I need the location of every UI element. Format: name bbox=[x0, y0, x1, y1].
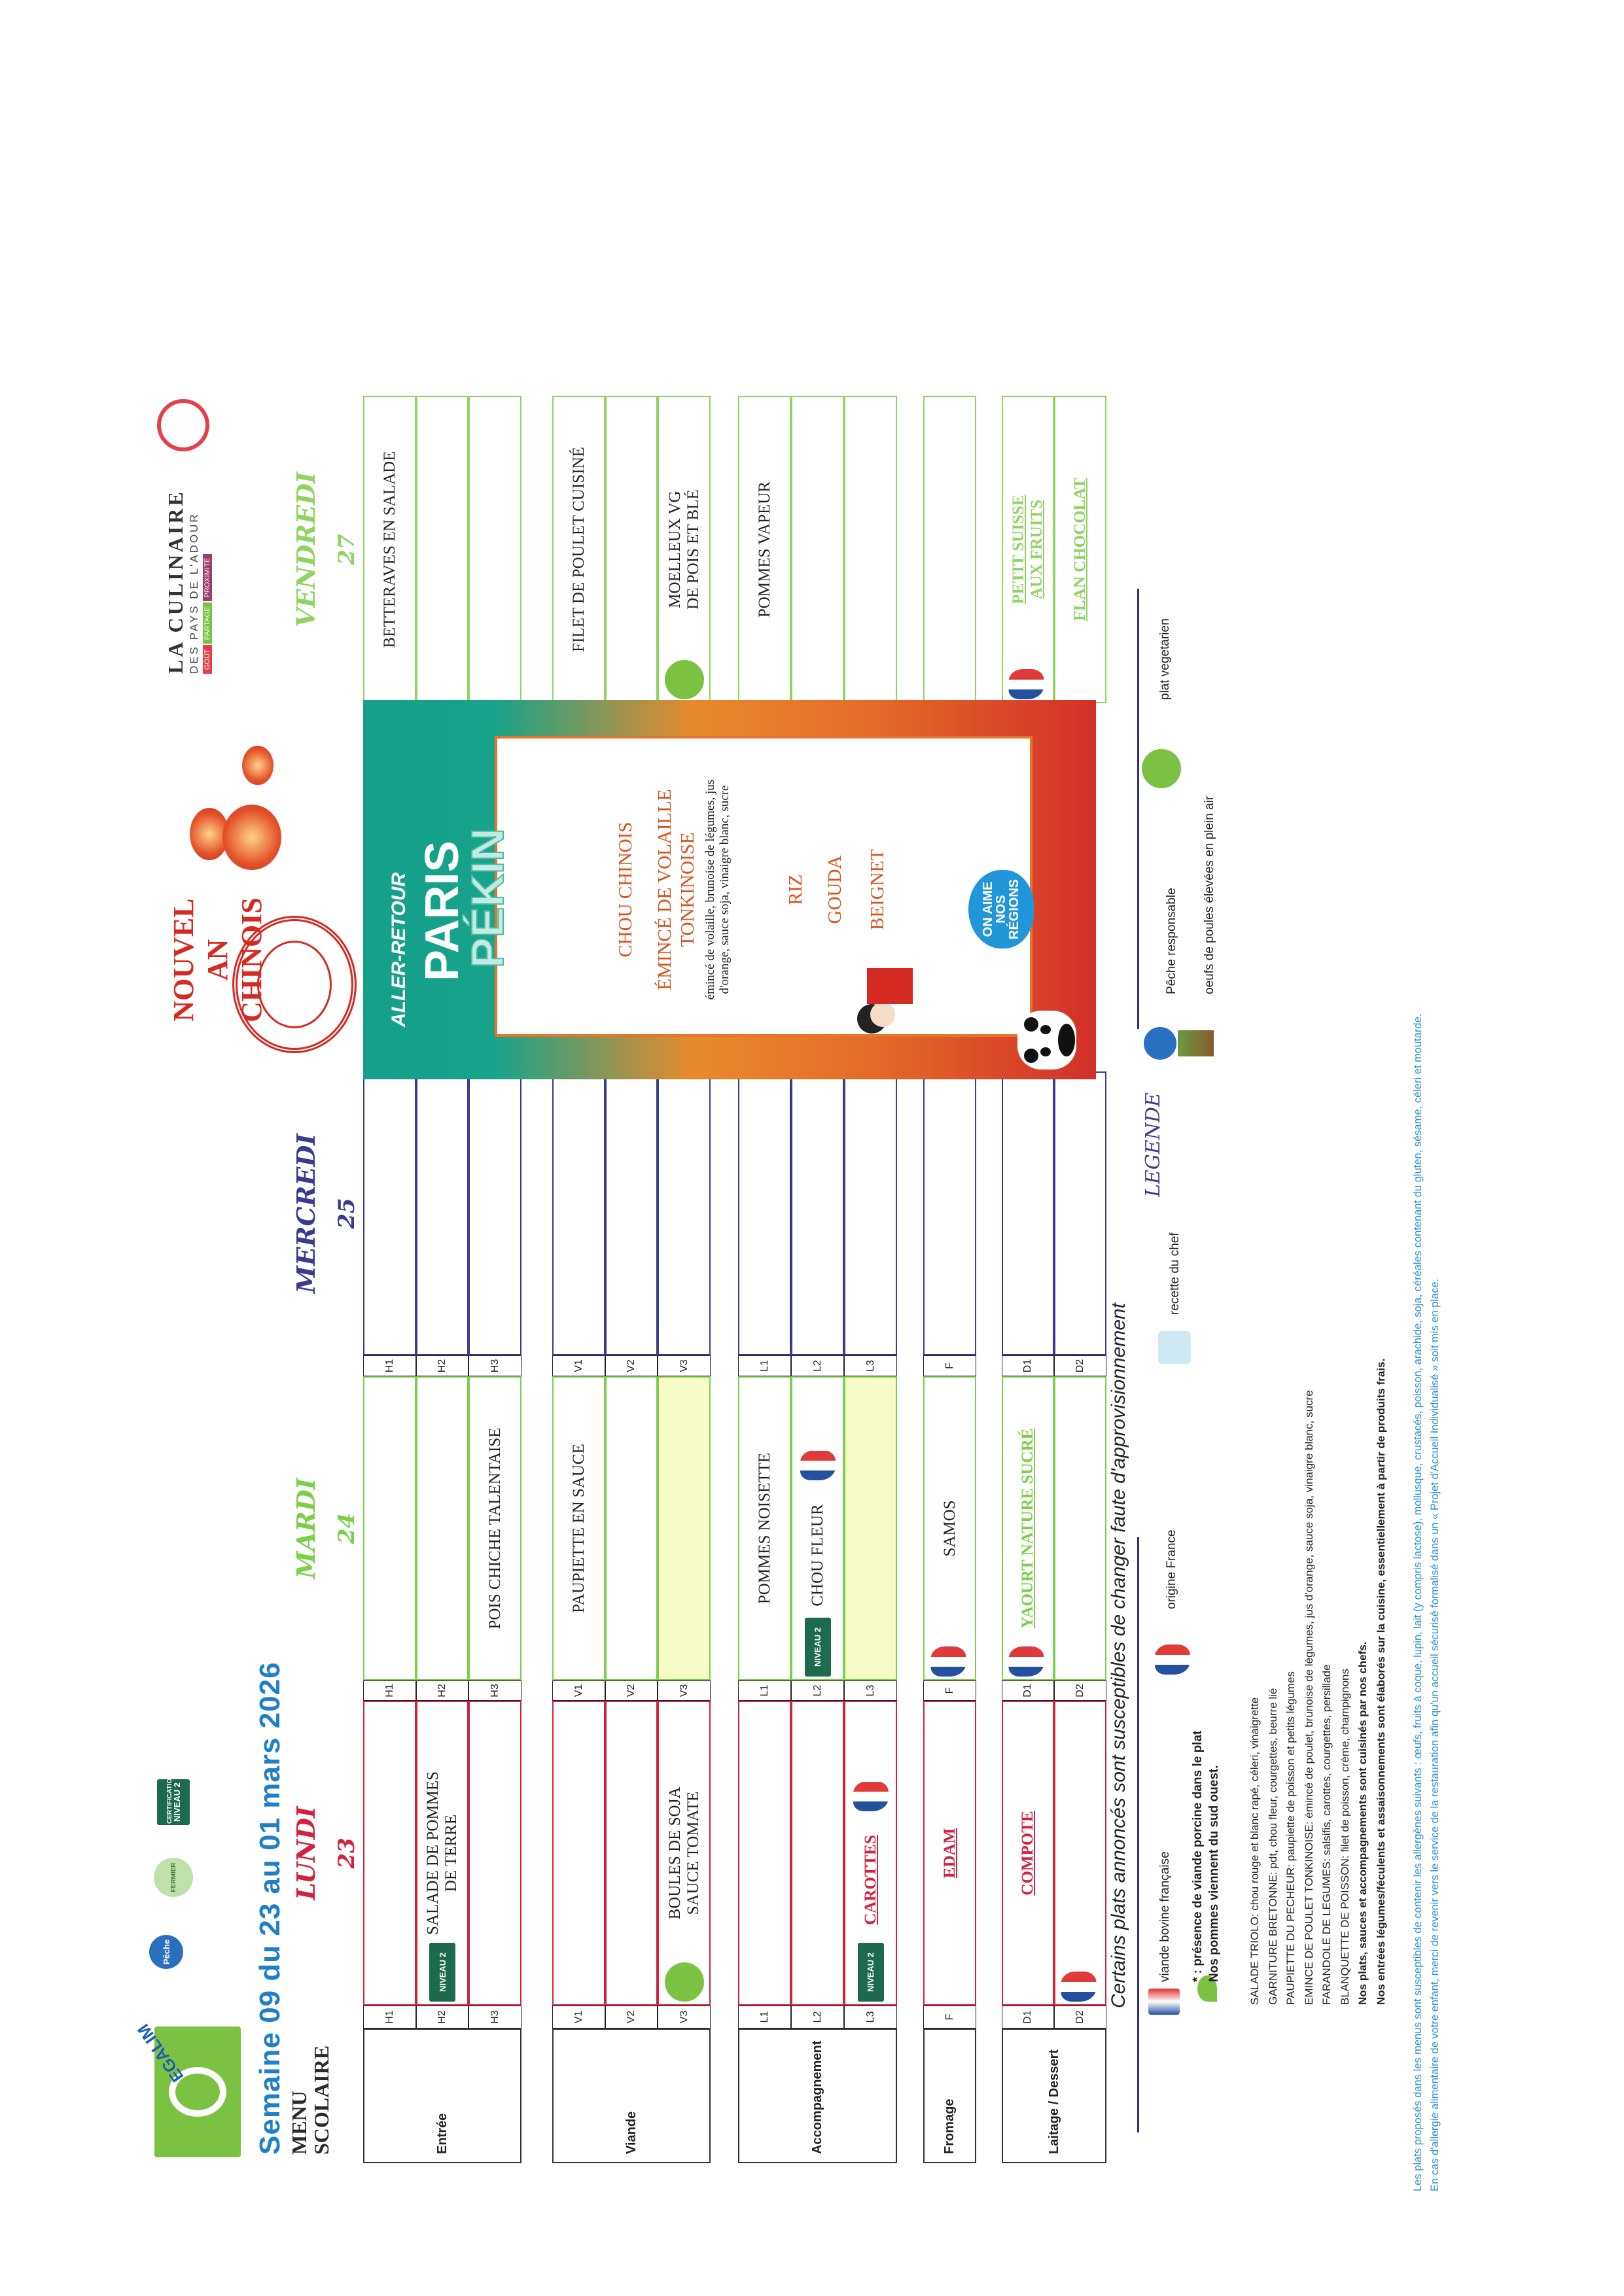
menu-cell-lundi-d2 bbox=[1054, 1701, 1106, 2006]
menu-cell-mercredi-h1 bbox=[363, 1071, 416, 1355]
recipe-note: PAUPIETTE DU PECHEUR: paupiette de poisson et petits légumes bbox=[1284, 1671, 1297, 2005]
row-code: D2 bbox=[1054, 2006, 1106, 2028]
menu-cell-mercredi-h2 bbox=[416, 1071, 468, 1355]
menu-line: MENU bbox=[287, 2091, 311, 2155]
panda-illustration bbox=[1017, 1011, 1076, 1070]
row-code: L1 bbox=[738, 1355, 791, 1376]
row-label-text: Viande bbox=[624, 2111, 639, 2154]
dish-name: CHOU FLEUR bbox=[808, 1504, 826, 1607]
row-code: V2 bbox=[605, 1680, 658, 1701]
menu-cell-mercredi-l3 bbox=[844, 1071, 897, 1355]
dish-name: COMPOTE bbox=[1019, 1811, 1036, 1896]
legend-title: LEGENDE bbox=[1142, 1092, 1165, 1197]
menu-cell-lundi-v3 bbox=[658, 1701, 711, 2006]
row-code: L2 bbox=[791, 1680, 844, 1701]
poster-main-line1: ÉMINCÉ DE VOLAILLE bbox=[654, 789, 675, 990]
dish-name: FILET DE POULET CUISINÉ bbox=[569, 447, 588, 652]
row-label-laitage-dessert bbox=[1002, 2028, 1106, 2163]
menu-cell-lundi-l3 bbox=[844, 1701, 897, 2006]
legend-pommes: Nos pommes viennent du sud ouest. bbox=[1207, 1765, 1221, 1982]
recette-du-chef-icon bbox=[1158, 1331, 1191, 1364]
dish-name: PAUPIETTE EN SAUCE bbox=[569, 1444, 588, 1613]
menu-cell-mercredi-f bbox=[923, 1071, 976, 1355]
row-code: V3 bbox=[658, 1680, 711, 1701]
row-code: V3 bbox=[658, 2006, 711, 2028]
recipe-note: Nos entrées légumes/féculents et assaisonnements sont élaborés sur la cuisine, essentiellement à partir de produits frais. bbox=[1374, 1358, 1387, 2005]
vegetarian-icon bbox=[665, 1962, 704, 2002]
legend-recette-chef: recette du chef bbox=[1168, 1232, 1182, 1315]
menu-cell-mercredi-d1 bbox=[1002, 1071, 1054, 1355]
menu-cell-mercredi-l1 bbox=[738, 1071, 791, 1355]
france-flag-icon bbox=[930, 1646, 966, 1677]
day-name-mardi: MARDI bbox=[291, 1478, 321, 1579]
recipe-note: SALADE TRIOLO: chou rouge et blanc rapé, céleri, vinaigrette bbox=[1248, 1697, 1261, 2005]
vegetarian-icon bbox=[665, 660, 704, 699]
dish-name: SALADE DE POMMES DE TERRE bbox=[424, 1771, 460, 1936]
recipe-note: BLANQUETTE DE POISSON: filet de poisson, crème, champignons bbox=[1338, 1669, 1351, 2005]
row-code: V1 bbox=[552, 2006, 605, 2028]
row-code: V2 bbox=[605, 2006, 658, 2028]
row-code: H1 bbox=[363, 1680, 416, 1701]
footer-line: En cas d'allergie alimentaire de votre enfant, merci de revenir vers le service de la restauration afin qu'un accueil sécurisé formalisé dans un « Projet d'Accueil Individualisé » soit mis en place. bbox=[1429, 1278, 1441, 2191]
vegetarien-icon bbox=[1142, 749, 1181, 788]
day-date: 27 bbox=[334, 534, 360, 565]
menu-cell-mercredi-h3 bbox=[468, 1071, 521, 1355]
legend-porc: * : présence de viande porcine dans le plat bbox=[1191, 1730, 1205, 1982]
poster-main-line2: TONKINOISE bbox=[677, 832, 698, 947]
footer-line: Les plats proposés dans les menus sont susceptibles de contenir les allergènes suivants : œufs, fruits à coque, lupin, lait (y compris lactose), mollusque, crustacés, poisson, arachide, soja, céréales contenant du gluten, sésame, céleri et moutarde. bbox=[1412, 1013, 1424, 2191]
niveau-2-badge-icon: NIVEAU 2 bbox=[805, 1618, 831, 1677]
row-code: D2 bbox=[1054, 1680, 1106, 1701]
dish-name: POIS CHICHE TALENTAISE bbox=[485, 1427, 504, 1629]
row-code: D1 bbox=[1002, 1680, 1054, 1701]
row-code: L2 bbox=[791, 2006, 844, 2028]
menu-cell-mercredi-d2 bbox=[1054, 1071, 1106, 1355]
dish-name: EDAM bbox=[940, 1828, 959, 1879]
day-date: 23 bbox=[334, 1837, 360, 1869]
icon-wrap bbox=[1009, 1646, 1048, 1677]
dish-name: BETTERAVES EN SALADE bbox=[380, 451, 398, 648]
row-code: L1 bbox=[738, 2006, 791, 2028]
recipe-note: GARNITURE BRETONNE: pdt, chou fleur, courgettes, beurre lié bbox=[1266, 1688, 1279, 2005]
day-name-lundi: LUNDI bbox=[291, 1806, 321, 1900]
row-code: D2 bbox=[1054, 1355, 1106, 1376]
menu-cell-lundi-d1 bbox=[1002, 1701, 1054, 2006]
row-code: L3 bbox=[844, 1355, 897, 1376]
menu-cell-vendredi-d2 bbox=[1054, 396, 1106, 703]
icon-wrap bbox=[665, 1962, 704, 2002]
poster-title-paris: PARIS bbox=[416, 841, 468, 981]
menu-cell-vendredi-h3 bbox=[468, 396, 521, 703]
dish-name: POMMES NOISETTE bbox=[755, 1452, 773, 1605]
icon-wrap bbox=[858, 1943, 884, 2002]
row-code: D1 bbox=[1002, 1355, 1054, 1376]
poster-cheese: GOUDA bbox=[824, 855, 845, 924]
fermier-logo bbox=[154, 1858, 193, 1897]
supply-notice: Certains plats annoncés sont susceptibles de changer faute d'approvisionnement bbox=[1108, 1302, 1129, 2008]
dish-name: CAROTTES bbox=[861, 1835, 879, 1925]
egalim-logo bbox=[133, 2020, 241, 2157]
horse-medallion-icon bbox=[232, 916, 357, 1053]
row-code: L3 bbox=[844, 1680, 897, 1701]
legend-origine-france: origine France bbox=[1165, 1529, 1178, 1609]
dish-name: POMMES VAPEUR bbox=[755, 481, 773, 618]
france-flag-icon bbox=[1009, 1646, 1044, 1677]
menu-cell-lundi-v1 bbox=[552, 1701, 605, 2006]
france-flag-icon bbox=[800, 1450, 836, 1480]
poster-dessert: BEIGNET bbox=[867, 848, 888, 931]
day-date: 25 bbox=[334, 1198, 360, 1229]
row-code: V3 bbox=[658, 1355, 711, 1376]
menu-cell-mardi-h2 bbox=[416, 1376, 468, 1680]
row-label-accompagnement bbox=[738, 2028, 897, 2163]
row-code: L3 bbox=[844, 2006, 897, 2028]
row-code: V1 bbox=[552, 1680, 605, 1701]
menu-cell-mardi-v2 bbox=[605, 1376, 658, 1680]
menu-cell-lundi-f bbox=[923, 1701, 976, 2006]
poster-title-aller-retour: ALLER-RETOUR bbox=[388, 872, 410, 1027]
menu-cell-mercredi-l2 bbox=[791, 1071, 844, 1355]
row-code: D1 bbox=[1002, 2006, 1054, 2028]
row-label-text: Laitage / Dessert bbox=[1046, 2049, 1061, 2154]
menu-cell-vendredi-v1 bbox=[552, 396, 605, 703]
icon-wrap bbox=[1061, 1972, 1100, 2002]
brand-tags bbox=[201, 438, 213, 674]
icon-wrap bbox=[930, 1646, 969, 1677]
menu-cell-lundi-h3 bbox=[468, 1701, 521, 2006]
niveau-text: NIVEAU 2 bbox=[172, 1783, 182, 1822]
menu-cell-vendredi-h2 bbox=[416, 396, 468, 703]
row-code: L2 bbox=[791, 1355, 844, 1376]
menu-cell-vendredi-f bbox=[923, 396, 976, 703]
menu-cell-lundi-l2 bbox=[791, 1701, 844, 2006]
row-label-fromage bbox=[923, 2028, 976, 2163]
week-title: Semaine 09 du 23 au 01 mars 2026 bbox=[254, 1661, 286, 2155]
certification-text: CERTIFICATION bbox=[166, 1773, 173, 1824]
poster-side: RIZ bbox=[785, 874, 806, 905]
brand-name: LA CULINAIRE bbox=[164, 489, 187, 674]
legend-peche: Pêche responsable bbox=[1165, 888, 1178, 994]
menu-cell-mardi-l3 bbox=[844, 1376, 897, 1680]
menu-cell-lundi-h2 bbox=[416, 1701, 468, 2006]
row-code: H2 bbox=[416, 1680, 468, 1701]
row-code: F bbox=[923, 2006, 976, 2028]
on-aime-nos-regions-badge: ON AIME NOS RÉGIONS bbox=[968, 870, 1034, 948]
theme-title-line1: NOUVEL AN bbox=[168, 898, 234, 1022]
france-flag-icon bbox=[853, 1781, 889, 1811]
menu-cell-lundi-v2 bbox=[605, 1701, 658, 2006]
legend-divider bbox=[1137, 589, 1139, 1029]
recipe-note: Nos plats, sauces et accompagnements sont cuisinés par nos chefs. bbox=[1356, 1641, 1369, 2005]
niveau-2-badge-icon: NIVEAU 2 bbox=[858, 1943, 884, 2002]
poster-panel bbox=[495, 736, 1033, 1037]
france-flag-icon bbox=[1061, 1972, 1097, 2002]
egalim-logo-text: EGALIM bbox=[133, 2020, 188, 2086]
menu-cell-vendredi-d1 bbox=[1002, 396, 1054, 703]
thursday-poster bbox=[363, 700, 1096, 1079]
menu-cell-mardi-f bbox=[923, 1376, 976, 1680]
row-code: F bbox=[923, 1680, 976, 1701]
row-code: V1 bbox=[552, 1355, 605, 1376]
menu-cell-mercredi-v1 bbox=[552, 1071, 605, 1355]
row-code: F bbox=[923, 1355, 976, 1376]
row-label-text: Entrée bbox=[434, 2113, 450, 2154]
viande-bovine-francaise-icon bbox=[1148, 1989, 1180, 2015]
menu-cell-lundi-l1 bbox=[738, 1701, 791, 2006]
dish-name: MOELLEUX VG DE POIS ET BLÉ bbox=[665, 489, 702, 610]
menu-cell-vendredi-h1 bbox=[363, 396, 416, 703]
dish-name: FLAN CHOCOLAT bbox=[1071, 478, 1089, 621]
menu-cell-mardi-l1 bbox=[738, 1376, 791, 1680]
row-code: H3 bbox=[468, 1355, 521, 1376]
row-label-entr-e bbox=[363, 2028, 521, 2163]
niveau-2-certification-logo bbox=[157, 1773, 190, 1825]
oeufs-plein-air-icon bbox=[1178, 1030, 1214, 1056]
row-label-text: Accompagnement bbox=[810, 2040, 824, 2154]
menu-cell-mardi-v1 bbox=[552, 1376, 605, 1680]
brand-tag: PARTAGE bbox=[203, 602, 212, 644]
dish-name: SAMOS bbox=[940, 1500, 959, 1557]
poster-title-pekin: PÉKIN bbox=[462, 828, 513, 968]
scolaire-line: SCOLAIRE bbox=[309, 2045, 333, 2155]
origine-france-icon bbox=[1155, 1644, 1193, 1675]
dish-name: PETIT SUISSE AUX FRUITS bbox=[1010, 495, 1046, 604]
lantern-icon bbox=[222, 805, 281, 870]
icon-wrap bbox=[805, 1618, 831, 1677]
day-name-vendredi: VENDREDI bbox=[291, 472, 321, 627]
poster-main-description: émincé de volaille, brunoise de légumes, jus d'orange, sauce soja, vinaigre blanc, sucre bbox=[703, 779, 732, 1000]
icon-wrap bbox=[1009, 669, 1048, 699]
legend-viande-bovine: viande bovine française bbox=[1158, 1851, 1172, 1982]
chinese-girl-illustration bbox=[851, 968, 916, 1034]
peche-logo bbox=[149, 1935, 183, 1969]
row-code: V2 bbox=[605, 1355, 658, 1376]
peche-logo-text: Pêche bbox=[161, 1939, 171, 1965]
day-date: 24 bbox=[334, 1512, 360, 1544]
menu-cell-vendredi-v3 bbox=[658, 396, 711, 703]
menu-cell-mercredi-v3 bbox=[658, 1071, 711, 1355]
menu-cell-mardi-d2 bbox=[1054, 1376, 1106, 1680]
row-code: H1 bbox=[363, 1355, 416, 1376]
dish-name: BOULES DE SOJA SAUCE TOMATE bbox=[665, 1786, 702, 1920]
lantern-icon bbox=[242, 746, 274, 785]
menu-cell-vendredi-l3 bbox=[844, 396, 897, 703]
peche-responsable-icon bbox=[1144, 1027, 1176, 1060]
theme-title-line2: CHINOIS bbox=[236, 897, 268, 1022]
menu-cell-vendredi-l1 bbox=[738, 396, 791, 703]
dish-name: YAOURT NATURE SUCRÉ bbox=[1019, 1428, 1036, 1629]
menu-cell-mardi-v3 bbox=[658, 1376, 711, 1680]
day-name-mercredi: MERCREDI bbox=[291, 1133, 321, 1294]
fermier-logo-text: FERMIER bbox=[169, 1862, 177, 1892]
menu-cell-mardi-h1 bbox=[363, 1376, 416, 1680]
menu-cell-vendredi-v2 bbox=[605, 396, 658, 703]
menu-cell-lundi-h1 bbox=[363, 1701, 416, 2006]
menu-cell-mardi-d1 bbox=[1002, 1376, 1054, 1680]
la-culinaire-logo bbox=[164, 438, 213, 674]
recipe-note: EMINCE DE POULET TONKINOISE: émincé de poulet, brunoise de légumes, jus d'orange, sauce soja, vinaigre blanc, sucre bbox=[1302, 1390, 1315, 2005]
brand-tag: GOÛT bbox=[203, 645, 212, 674]
row-code: H2 bbox=[416, 2006, 468, 2028]
row-label-viande bbox=[552, 2028, 711, 2163]
icon-wrap bbox=[429, 1943, 455, 2002]
row-code: H3 bbox=[468, 1680, 521, 1701]
row-code: H3 bbox=[468, 2006, 521, 2028]
legend-divider bbox=[1137, 1537, 1139, 2132]
row-code: H1 bbox=[363, 2006, 416, 2028]
france-flag-icon bbox=[1009, 669, 1044, 699]
poster-entree: CHOU CHINOIS bbox=[615, 822, 636, 958]
legend-vegetarien: plat vegetarien bbox=[1158, 618, 1172, 700]
row-code: H2 bbox=[416, 1355, 468, 1376]
brand-sub: DES PAYS DE L'ADOUR bbox=[188, 512, 200, 674]
menu-cell-mardi-l2 bbox=[791, 1376, 844, 1680]
icon-wrap bbox=[665, 660, 704, 699]
fork-knife-icon bbox=[157, 399, 209, 451]
row-code: L1 bbox=[738, 1680, 791, 1701]
brand-tag: PROXIMITÉ bbox=[203, 554, 212, 602]
menu-scolaire-heading bbox=[288, 2045, 332, 2155]
row-label-text: Fromage bbox=[942, 2098, 957, 2154]
recipe-note: FARANDOLE DE LEGUMES: salsifis, carottes, courgettes, persillade bbox=[1320, 1664, 1333, 2005]
niveau-2-badge-icon: NIVEAU 2 bbox=[429, 1943, 455, 2002]
menu-cell-mercredi-v2 bbox=[605, 1071, 658, 1355]
menu-cell-mardi-h3 bbox=[468, 1376, 521, 1680]
menu-cell-vendredi-l2 bbox=[791, 396, 844, 703]
legend-oeufs: oeufs de poules élevées en plein air bbox=[1203, 795, 1216, 994]
